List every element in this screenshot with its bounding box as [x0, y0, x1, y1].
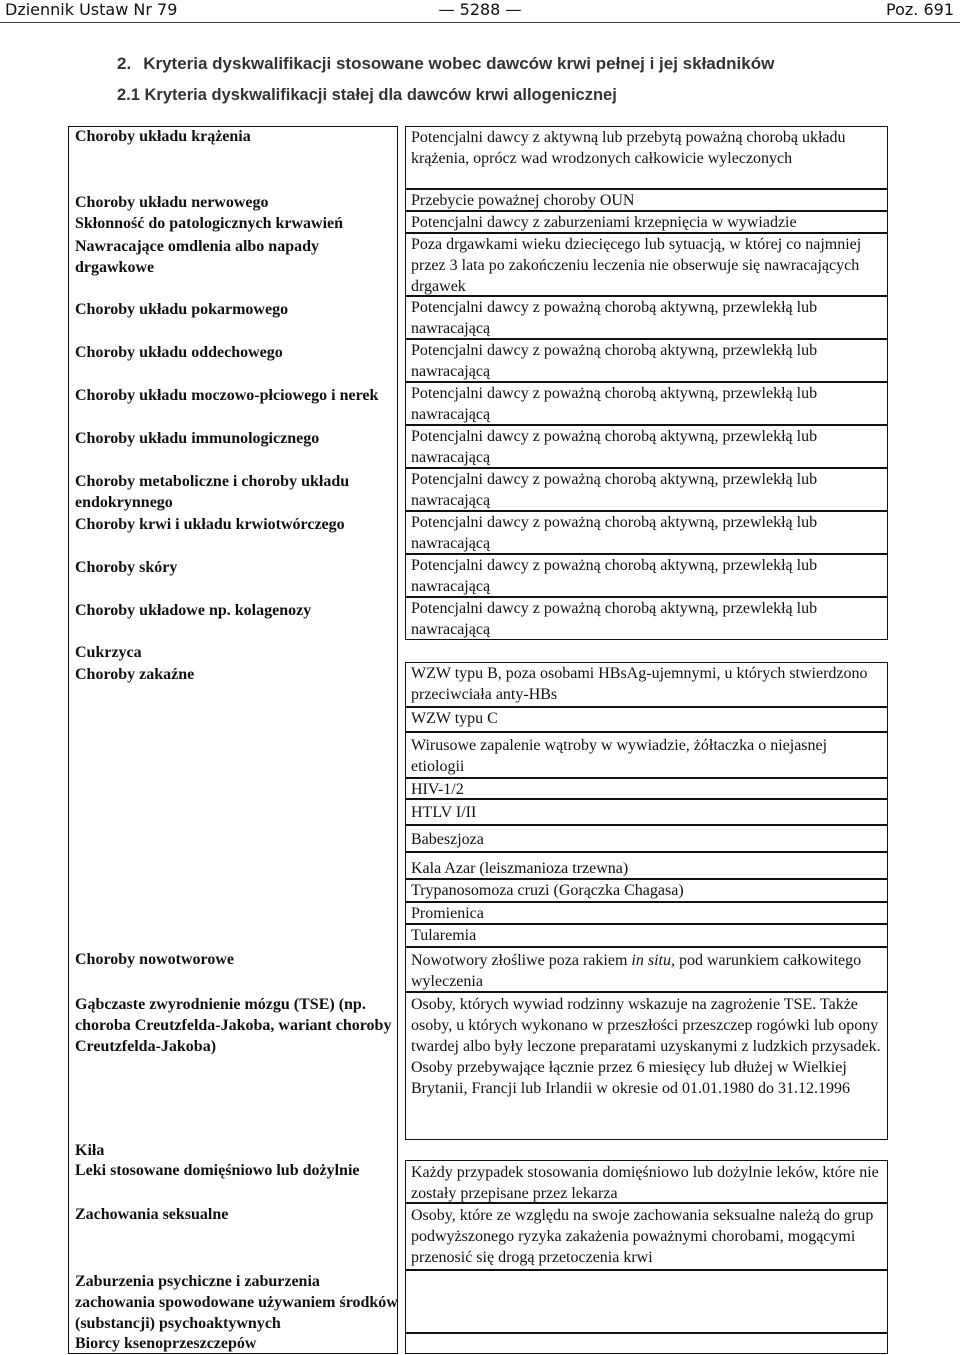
row-criteria: Potencjalni dawcy z zaburzeniami krzepnięcia w wywiadzie [405, 211, 888, 233]
row-category: Choroby układu moczowo-płciowego i nerek [75, 387, 379, 404]
row-category: Kiła [75, 1142, 105, 1159]
row-criteria [405, 992, 888, 1140]
row-category: Leki stosowane domięśniowo lub dożylnie [75, 1162, 360, 1179]
row-category: Choroby układu immunologicznego [75, 430, 320, 447]
row-criteria: HTLV I/II [405, 799, 888, 825]
row-category: Gąbczaste zwyrodnienie mózgu (TSE) (np. choroba Creutzfelda-Jakoba, wariant choroby Creutzfelda-Jakoba) [75, 996, 392, 1055]
row-criteria [405, 1333, 888, 1354]
row-criteria: Potencjalni dawcy z poważną chorobą aktywną, przewlekłą lub nawracającą [405, 339, 888, 382]
row-category: Zaburzenia psychiczne i zaburzenia zachowania spowodowane używaniem środków (substancji) psychoaktywnych [75, 1273, 398, 1332]
row-criteria: Babeszjoza [405, 825, 888, 852]
row-category: Zachowania seksualne [75, 1206, 229, 1223]
row-criteria: Potencjalni dawcy z poważną chorobą aktywną, przewlekłą lub nawracającą [405, 425, 888, 468]
row-category: Choroby układu pokarmowego [75, 301, 289, 318]
section-number: 2. [117, 54, 132, 73]
row-criteria: Potencjalni dawcy z poważną chorobą aktywną, przewlekłą lub nawracającą [405, 468, 888, 511]
row-criteria: Kala Azar (leiszmanioza trzewna) [405, 852, 888, 879]
row-criteria: Potencjalni dawcy z poważną chorobą aktywną, przewlekłą lub nawracającą [405, 296, 888, 339]
criteria-emphasis: in situ, [631, 952, 675, 969]
subsection-heading: 2.1 Kryteria dyskwalifikacji stałej dla dawców krwi allogenicznej [117, 86, 617, 104]
row-criteria: Potencjalni dawcy z poważną chorobą aktywną, przewlekłą lub nawracającą [405, 511, 888, 554]
section-title: Kryteria dyskwalifikacji stosowane wobec dawców krwi pełnej i jej składników [143, 54, 775, 73]
row-category: Choroby nowotworowe [75, 951, 234, 968]
row-criteria: HIV-1/2 [405, 778, 888, 799]
row-category: Choroby zakaźne [75, 666, 195, 683]
position-number: Poz. 691 [886, 0, 954, 19]
row-category: Skłonność do patologicznych krwawień [75, 215, 344, 232]
row-criteria: Osoby, które ze względu na swoje zachowania seksualne należą do grup podwyższonego ryzyka zakażenia poważnymi chorobami, mogącymi przenosić się drogą przetoczenia krwi [405, 1203, 888, 1270]
criteria-paragraph: Osoby przebywające łącznie przez 6 miesięcy lub dłużej w Wielkiej Brytanii, Francji lub Irlandii w okresie od 01.01.1980 do 31.12.1996 [411, 1059, 851, 1097]
row-category: Choroby układu nerwowego [75, 194, 269, 211]
row-criteria: Trypanosomoza cruzi (Gorączka Chagasa) [405, 879, 888, 902]
row-category: Choroby skóry [75, 559, 178, 576]
row-criteria: Tularemia [405, 924, 888, 947]
criteria-text: pod warunkiem całkowitego wyleczenia [411, 952, 862, 990]
row-criteria: WZW typu B, poza osobami HBsAg-ujemnymi, u których stwierdzono przeciwciała anty-HBs [405, 662, 888, 707]
row-criteria: Poza drgawkami wieku dziecięcego lub sytuacją, w której co najmniej przez 3 lata po zakończeniu leczenia nie obserwuje się nawracających drgawek [405, 233, 888, 296]
page-number: — 5288 — [438, 0, 522, 19]
row-criteria: WZW typu C [405, 707, 888, 732]
row-category: Cukrzyca [75, 644, 142, 661]
row-criteria: Potencjalni dawcy z aktywną lub przebytą poważną chorobą układu krążenia, oprócz wad wrodzonych całkowicie wyleczonych [405, 126, 888, 189]
row-criteria: Potencjalni dawcy z poważną chorobą aktywną, przewlekłą lub nawracającą [405, 554, 888, 597]
row-criteria [405, 1270, 888, 1333]
row-category: Choroby układu oddechowego [75, 344, 283, 361]
row-category: Nawracające omdlenia albo napady drgawkowe [75, 238, 319, 276]
header-rule [0, 22, 960, 23]
row-criteria: Promienica [405, 902, 888, 924]
row-category: Choroby metaboliczne i choroby układu endokrynnego [75, 473, 350, 511]
page-header [0, 0, 960, 22]
row-criteria: Przebycie poważnej choroby OUN [405, 189, 888, 211]
row-category: Choroby krwi i układu krwiotwórczego [75, 516, 345, 533]
row-criteria: Potencjalni dawcy z poważną chorobą aktywną, przewlekłą lub nawracającą [405, 597, 888, 640]
criteria-text: Nowotwory złośliwe poza rakiem [411, 952, 632, 969]
row-criteria: Każdy przypadek stosowania domięśniowo lub dożylnie leków, które nie zostały przepisane przez lekarza [405, 1160, 888, 1203]
row-criteria [405, 947, 888, 992]
row-category: Choroby układu krążenia [75, 128, 251, 145]
row-criteria: Wirusowe zapalenie wątroby w wywiadzie, żółtaczka o niejasnej etiologii [405, 732, 888, 778]
section-heading [117, 54, 774, 74]
criteria-paragraph: Osoby, których wywiad rodzinny wskazuje na zagrożenie TSE. Także osoby, u których wykonano w przeszłości przeszczep rogówki lub opony twardej albo były leczone preparatami uzyskanymi z ludzkich przysadek. [411, 996, 881, 1055]
journal-title: Dziennik Ustaw Nr 79 [5, 0, 178, 19]
disqualification-table [68, 126, 888, 1354]
row-category: Biorcy ksenoprzeszczepów [75, 1335, 257, 1352]
row-criteria: Potencjalni dawcy z poważną chorobą aktywną, przewlekłą lub nawracającą [405, 382, 888, 425]
row-category: Choroby układowe np. kolagenozy [75, 602, 312, 619]
